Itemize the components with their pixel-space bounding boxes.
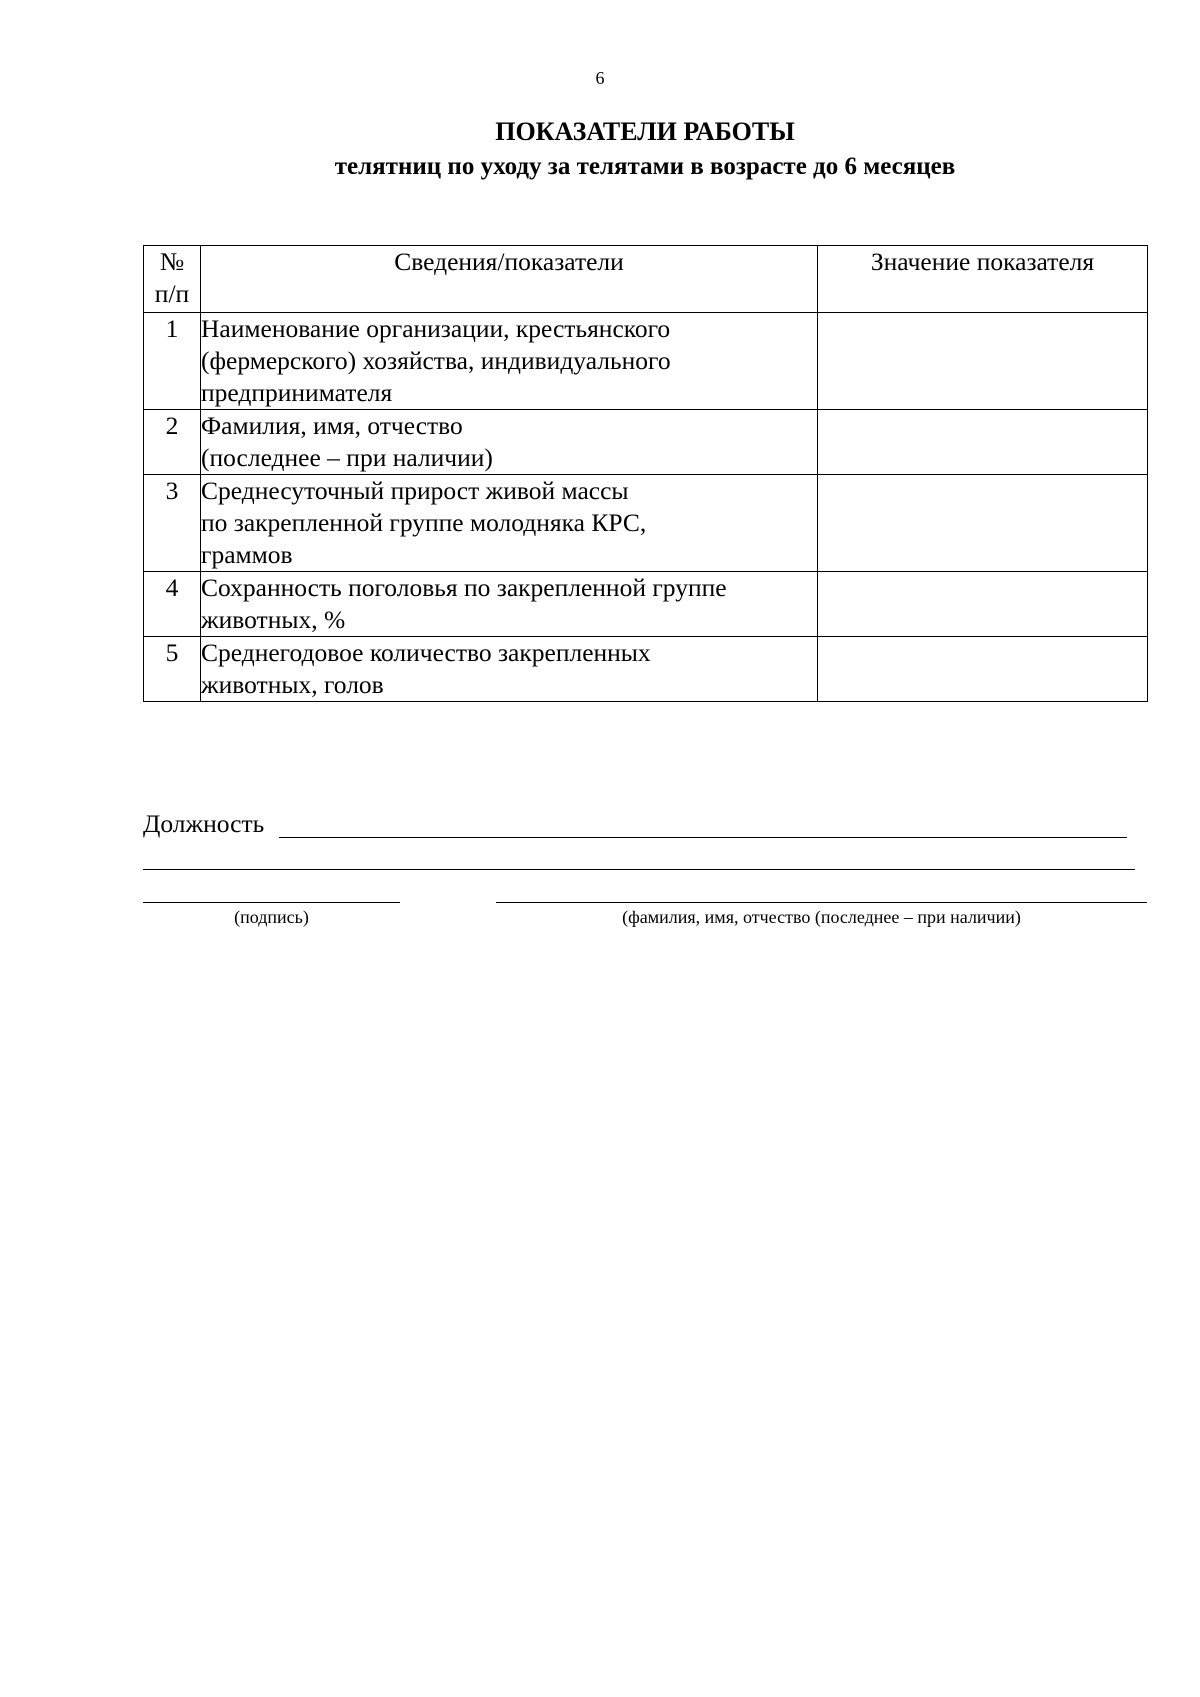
row-description-line: Наименование организации, крестьянского xyxy=(201,314,671,343)
row-number: 3 xyxy=(144,475,201,572)
header-description: Сведения/показатели xyxy=(201,246,818,313)
row-number: 2 xyxy=(144,410,201,475)
row-number: 5 xyxy=(144,637,201,702)
row-description xyxy=(201,637,818,702)
table-row xyxy=(144,475,1148,572)
row-description-line: животных, % xyxy=(201,605,346,634)
row-description-line: граммов xyxy=(201,540,293,569)
header-number-abbr: п/п xyxy=(154,279,190,308)
indicators-table xyxy=(143,245,1148,702)
document-subtitle: телятниц по уходу за телятами в возрасте до 6 месяцев xyxy=(334,153,956,180)
row-description-line: животных, голов xyxy=(201,670,384,699)
header-value: Значение показателя xyxy=(818,246,1148,313)
position-blank-line-continued[interactable] xyxy=(143,869,1135,870)
header-number xyxy=(144,246,201,313)
row-description xyxy=(201,475,818,572)
row-number: 1 xyxy=(144,313,201,410)
row-description xyxy=(201,410,818,475)
full-name-blank-line[interactable] xyxy=(496,902,1147,903)
position-blank-line[interactable] xyxy=(279,837,1127,838)
row-value-cell[interactable] xyxy=(818,475,1148,572)
row-description-line: Среднегодовое количество закрепленных xyxy=(201,638,651,667)
table-row xyxy=(144,313,1148,410)
row-value-cell[interactable] xyxy=(818,313,1148,410)
row-description-line: (последнее – при наличии) xyxy=(201,443,493,472)
page-number: 6 xyxy=(595,68,605,88)
signature-blank-line[interactable] xyxy=(143,902,400,903)
row-description-line: Сохранность поголовья по закрепленной группе xyxy=(201,573,727,602)
full-name-caption: (фамилия, имя, отчество (последнее – при наличии) xyxy=(622,907,1021,927)
row-description-line: Фамилия, имя, отчество xyxy=(201,411,463,440)
row-value-cell[interactable] xyxy=(818,410,1148,475)
row-number: 4 xyxy=(144,572,201,637)
document-title: ПОКАЗАТЕЛИ РАБОТЫ xyxy=(495,117,795,146)
position-label: Должность xyxy=(143,809,265,838)
table-header-row xyxy=(144,246,1148,313)
row-description xyxy=(201,572,818,637)
row-description-line: по закрепленной группе молодняка КРС, xyxy=(201,508,647,537)
table-row xyxy=(144,572,1148,637)
table-row xyxy=(144,410,1148,475)
row-description xyxy=(201,313,818,410)
table-row xyxy=(144,637,1148,702)
signature-caption: (подпись) xyxy=(234,907,309,927)
row-description-line: предпринимателя xyxy=(201,378,393,407)
header-number-symbol: № xyxy=(159,247,185,276)
row-value-cell[interactable] xyxy=(818,572,1148,637)
row-value-cell[interactable] xyxy=(818,637,1148,702)
row-description-line: (фермерского) хозяйства, индивидуального xyxy=(201,346,671,375)
row-description-line: Среднесуточный прирост живой массы xyxy=(201,476,629,505)
